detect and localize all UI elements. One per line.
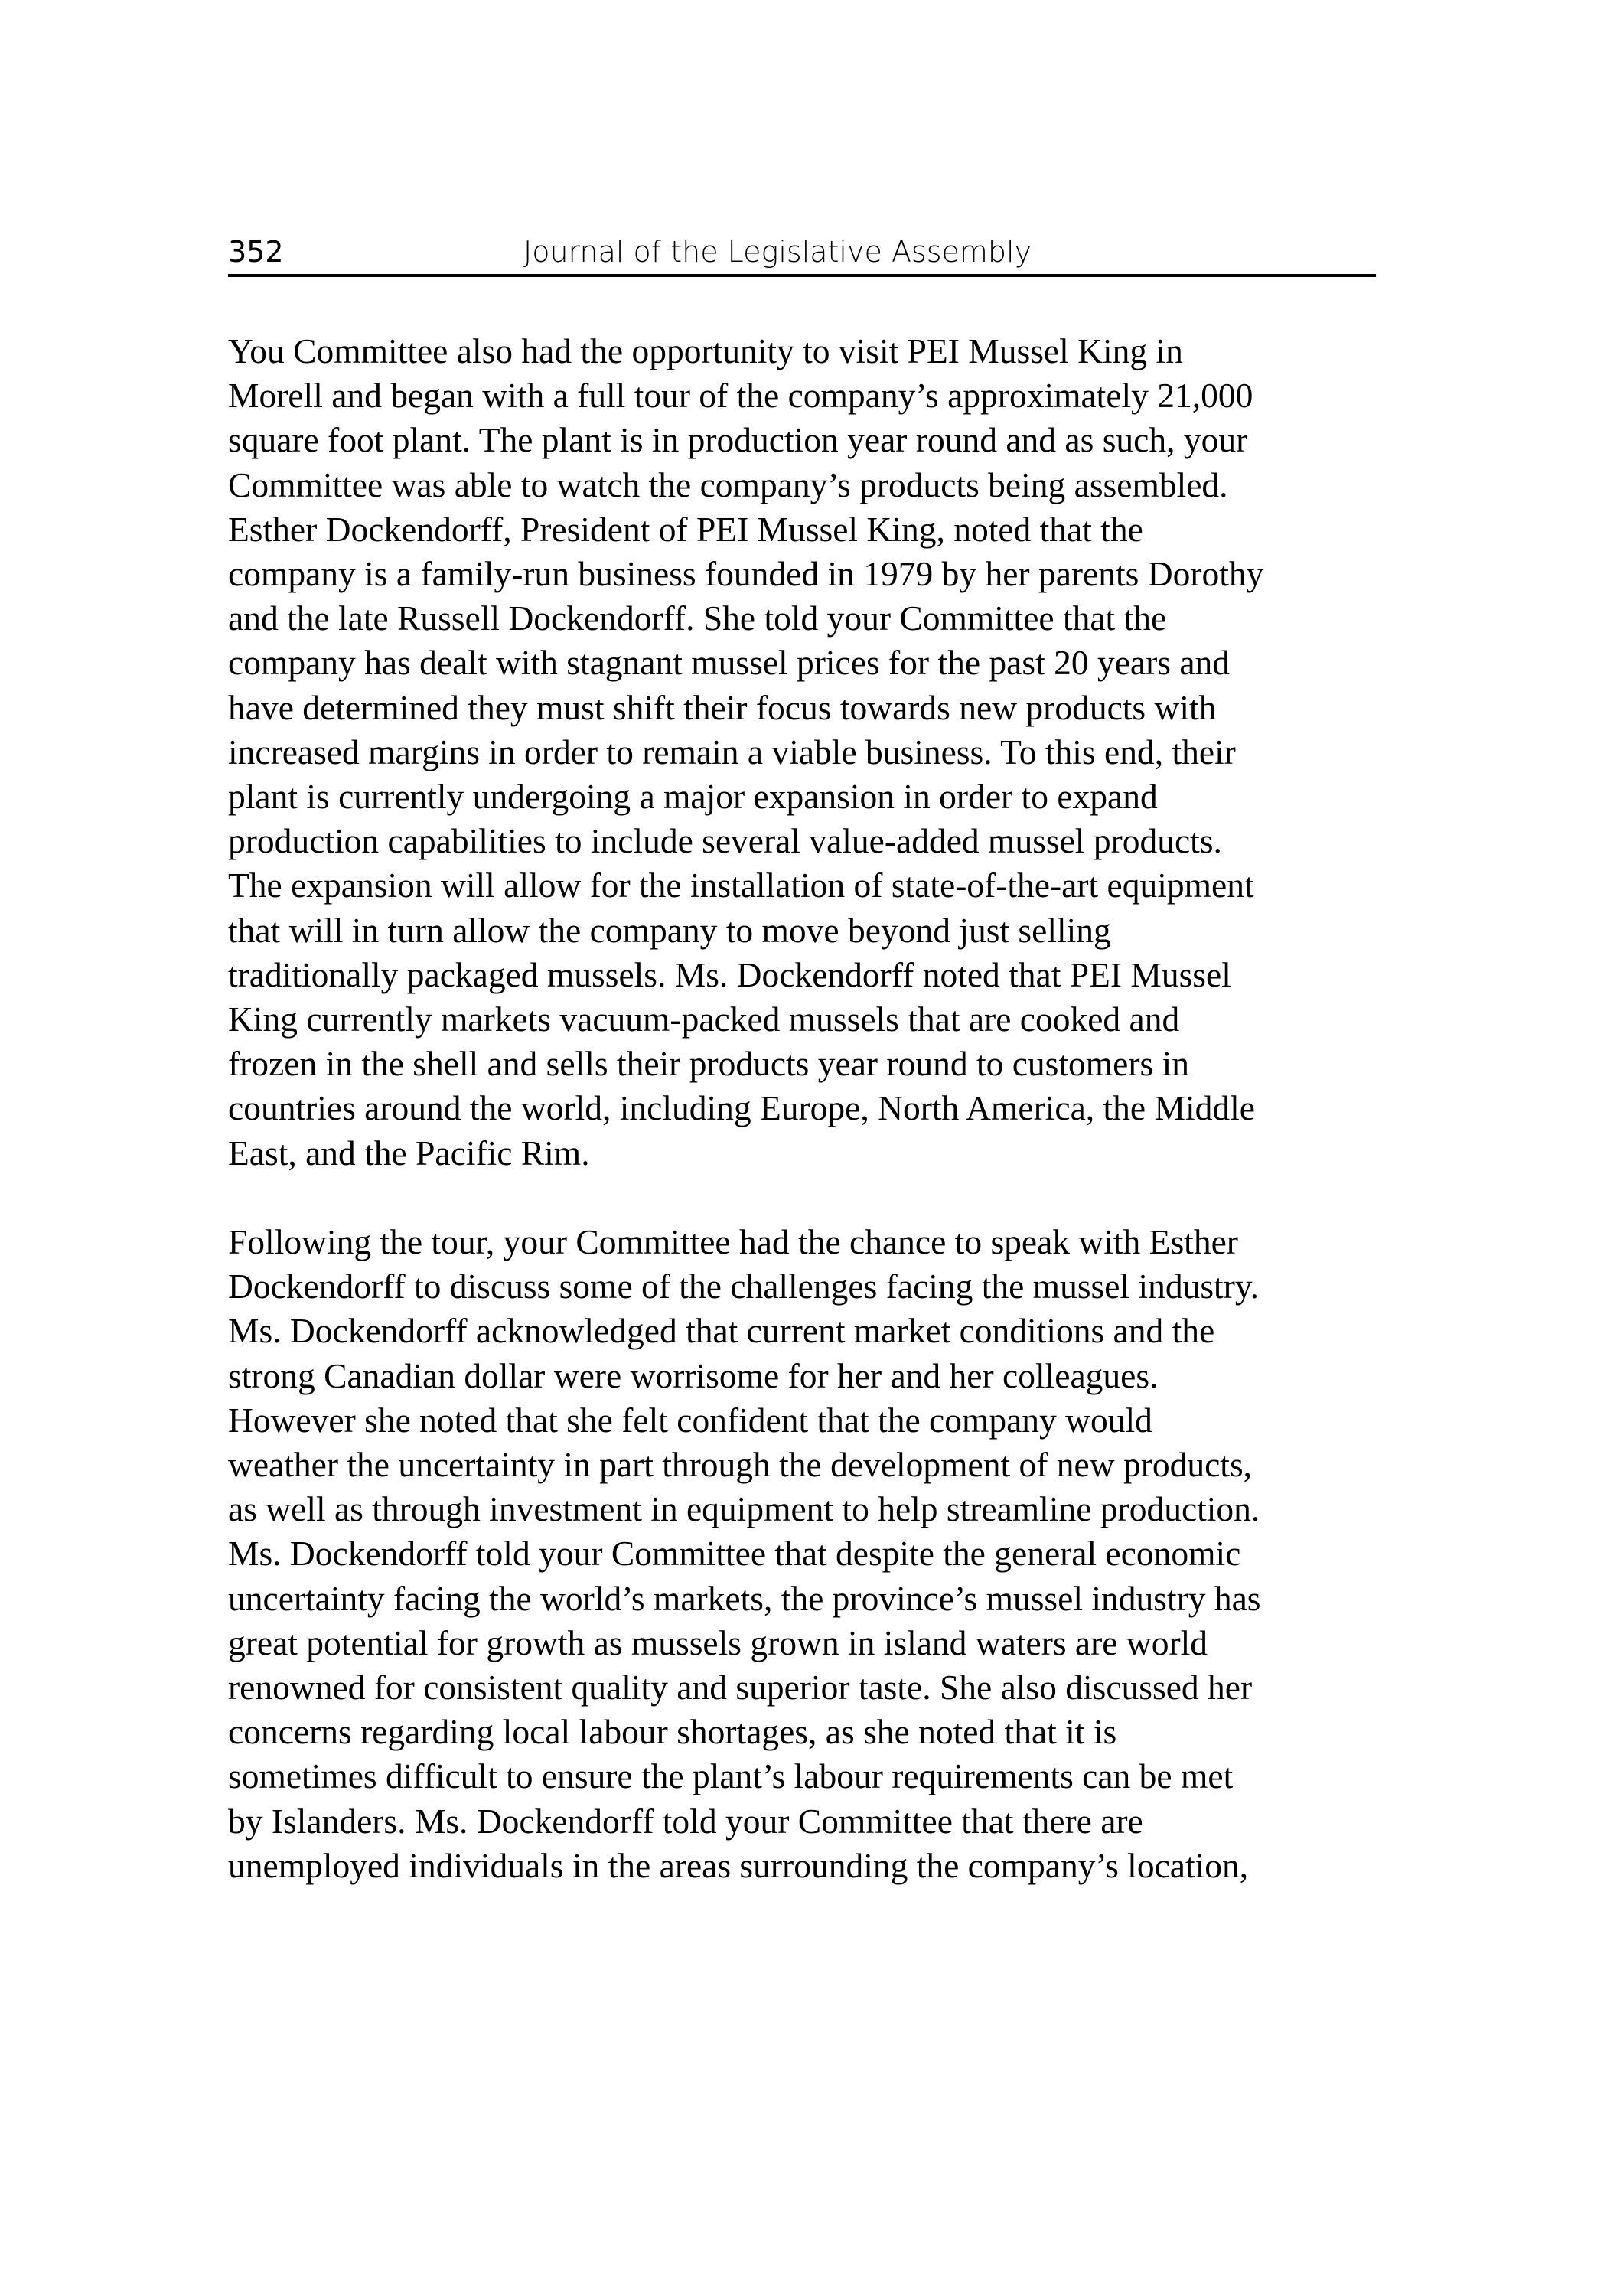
text-line: company has dealt with stagnant mussel prices for the past 20 years and	[228, 643, 1231, 683]
running-header	[228, 230, 1376, 277]
text-line: King currently markets vacuum-packed mussels that are cooked and	[228, 1000, 1180, 1039]
text-line: uncertainty facing the world’s markets, the province’s mussel industry has	[228, 1578, 1261, 1618]
text-line: production capabilities to include several value-added mussel products.	[228, 821, 1222, 861]
text-line: countries around the world, including Europe, North America, the Middle	[228, 1088, 1255, 1128]
text-line: Following the tour, your Committee had the chance to speak with Esther	[228, 1222, 1238, 1262]
journal-title: Journal of the Legislative Assembly	[523, 235, 1032, 269]
text-line: Morell and began with a full tour of the company’s approximately 21,000	[228, 376, 1253, 416]
text-line: company is a family-run business founded in 1979 by her parents Dorothy	[228, 554, 1264, 594]
text-line: You Committee also had the opportunity to visit PEI Mussel King in	[228, 331, 1183, 370]
paragraph-industry-challenges	[228, 1220, 1391, 1888]
text-line: and the late Russell Dockendorff. She told your Committee that the	[228, 598, 1167, 638]
text-line: Ms. Dockendorff told your Committee that despite the general economic	[228, 1534, 1241, 1574]
paragraph-mussel-king-visit	[228, 329, 1391, 1176]
text-line: sometimes difficult to ensure the plant’s labour requirements can be met	[228, 1756, 1234, 1796]
text-line: traditionally packaged mussels. Ms. Dockendorff noted that PEI Mussel	[228, 954, 1231, 994]
text-line: The expansion will allow for the installation of state-of-the-art equipment	[228, 866, 1254, 905]
text-line: concerns regarding local labour shortages, as she noted that it is	[228, 1712, 1117, 1752]
text-line: strong Canadian dollar were worrisome for her and her colleagues.	[228, 1355, 1159, 1395]
text-line: frozen in the shell and sells their products year round to customers in	[228, 1044, 1189, 1084]
text-line: have determined they must shift their focus towards new products with	[228, 687, 1217, 727]
text-line: However she noted that she felt confident that the company would	[228, 1400, 1152, 1440]
body-text	[228, 329, 1391, 1932]
text-line: weather the uncertainty in part through the development of new products,	[228, 1445, 1253, 1485]
text-line: plant is currently undergoing a major expansion in order to expand	[228, 777, 1158, 817]
text-line: increased margins in order to remain a viable business. To this end, their	[228, 732, 1236, 771]
text-line: Esther Dockendorff, President of PEI Mussel King, noted that the	[228, 509, 1143, 549]
text-line: that will in turn allow the company to move beyond just selling	[228, 910, 1111, 950]
text-line: square foot plant. The plant is in production year round and as such, your	[228, 420, 1248, 460]
text-line: great potential for growth as mussels grown in island waters are world	[228, 1623, 1208, 1662]
text-line: East, and the Pacific Rim.	[228, 1133, 590, 1172]
page-number: 352	[228, 235, 284, 269]
text-line: unemployed individuals in the areas surrounding the company’s location,	[228, 1845, 1249, 1885]
text-line: by Islanders. Ms. Dockendorff told your Committee that there are	[228, 1801, 1143, 1841]
text-line: Committee was able to watch the company’s products being assembled.	[228, 465, 1228, 504]
text-line: renowned for consistent quality and superior taste. She also discussed her	[228, 1668, 1253, 1707]
text-line: as well as through investment in equipment to help streamline production.	[228, 1489, 1260, 1529]
text-line: Ms. Dockendorff acknowledged that current market conditions and the	[228, 1311, 1215, 1351]
text-line: Dockendorff to discuss some of the challenges facing the mussel industry.	[228, 1267, 1260, 1306]
